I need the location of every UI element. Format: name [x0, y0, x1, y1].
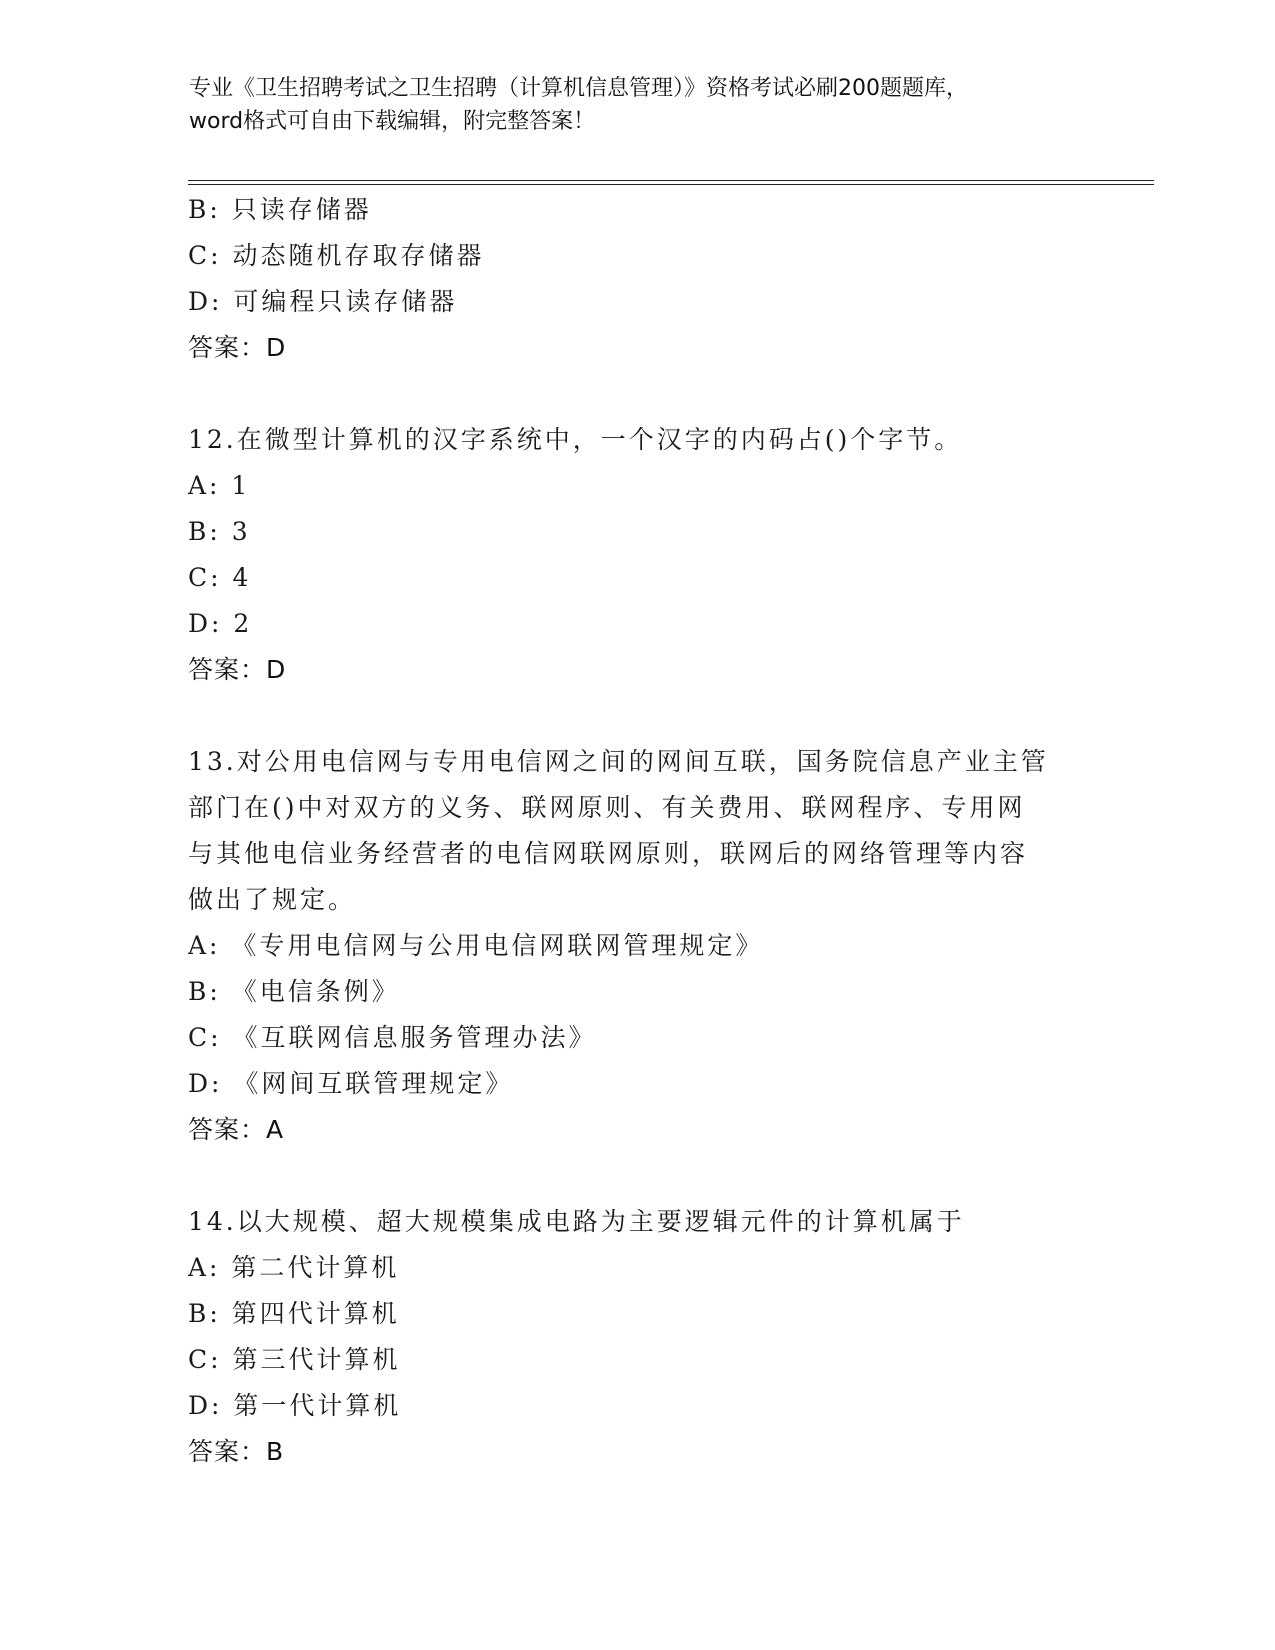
question-list [188, 187, 1088, 1475]
answer-line: 答案：D [188, 655, 287, 684]
option-d: D: 《网间互联管理规定》 [188, 1069, 514, 1098]
option-a: A: 第二代计算机 [188, 1253, 400, 1282]
option-c: C: 动态随机存取存储器 [188, 241, 485, 270]
question-text-line-3: 与其他电信业务经营者的电信网联网原则，联网后的网络管理等内容 [188, 839, 1029, 868]
option-c: C: 4 [188, 563, 252, 592]
question-11-tail [188, 187, 1088, 371]
answer-line: 答案：D [188, 333, 287, 362]
header-divider-bottom [188, 184, 1154, 185]
question-14 [188, 1199, 1088, 1475]
option-a: A: 1 [188, 471, 251, 500]
question-text-line-2: 部门在()中对双方的义务、联网原则、有关费用、联网程序、专用网 [188, 793, 1026, 822]
answer-line: 答案：A [188, 1115, 285, 1144]
question-text: 12.在微型计算机的汉字系统中，一个汉字的内码占()个字节。 [188, 425, 963, 454]
question-text-line-1: 13.对公用电信网与专用电信网之间的网间互联，国务院信息产业主管 [188, 747, 1049, 776]
option-b: B: 只读存储器 [188, 195, 372, 224]
question-text-line-4: 做出了规定。 [188, 885, 357, 914]
option-b: B: 《电信条例》 [188, 977, 400, 1006]
question-13 [188, 739, 1088, 1153]
option-c: C: 第三代计算机 [188, 1345, 401, 1374]
spacer [188, 371, 1088, 417]
option-d: D: 2 [188, 609, 253, 638]
spacer [188, 1153, 1088, 1199]
question-12 [188, 417, 1088, 693]
option-a: A: 《专用电信网与公用电信网联网管理规定》 [188, 931, 764, 960]
option-b: B: 第四代计算机 [188, 1299, 400, 1328]
spacer [188, 693, 1088, 739]
option-d: D: 可编程只读存储器 [188, 287, 458, 316]
document-header [189, 72, 1089, 138]
header-line-1: 专业《卫生招聘考试之卫生招聘（计算机信息管理）》资格考试必刷200题题库， [189, 76, 968, 101]
header-divider-top [188, 180, 1154, 181]
option-c: C: 《互联网信息服务管理办法》 [188, 1023, 597, 1052]
option-d: D: 第一代计算机 [188, 1391, 402, 1420]
header-line-2: word格式可自由下载编辑，附完整答案！ [189, 109, 596, 134]
answer-line: 答案：B [188, 1437, 285, 1466]
question-text: 14.以大规模、超大规模集成电路为主要逻辑元件的计算机属于 [188, 1207, 965, 1236]
option-b: B: 3 [188, 517, 251, 546]
